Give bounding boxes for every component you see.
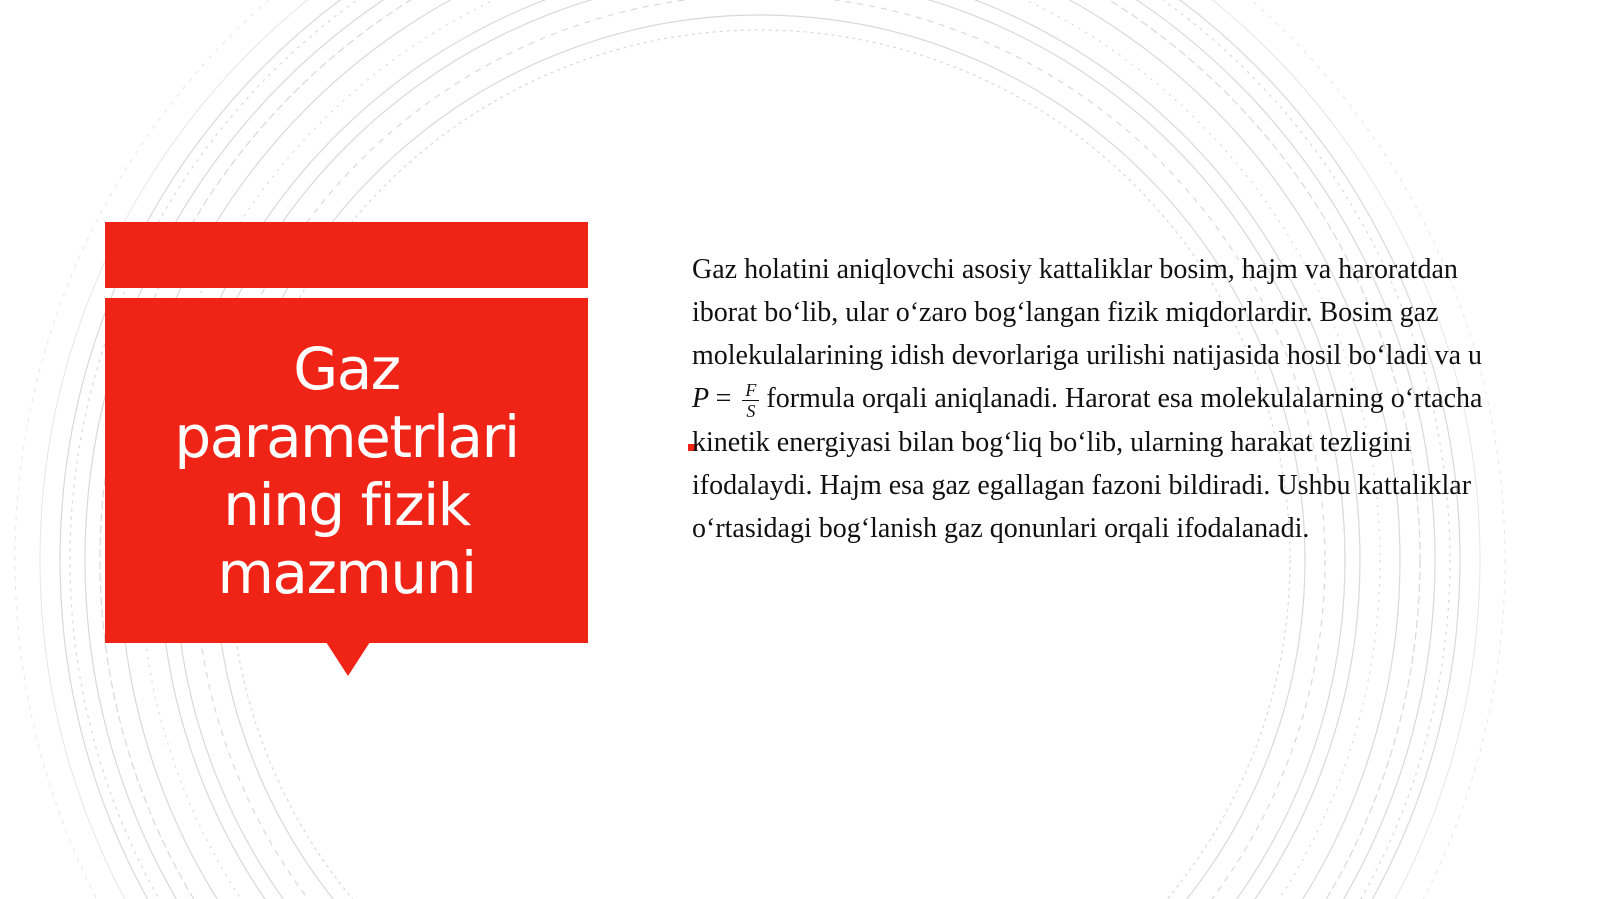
formula-lhs: P [692,383,709,414]
body-rest-text: formula orqali aniqlanadi. Harorat esa molekulalarning o‘rtacha kinetik energiyasi bilan bog‘liq bo‘lib, ularning harakat tezligini ifodalaydi. Hajm esa gaz egallagan fazoni bildiradi. Ushbu kattaliklar o‘rtasidagi bog‘lanish gaz qonunlari orqali ifodalanadi. [692,383,1483,545]
body-intro-text: Gaz holatini aniqlovchi asosiy kattaliklar bosim, hajm va haroratdan iborat bo‘lib, ular o‘zaro bog‘langan fizik miqdorlardir. Bosim gaz molekulalarining idish devorlariga urilishi natijasida hosil bo‘ladi va u [692,254,1483,371]
title-accent-bar [105,222,588,288]
formula-fraction [742,380,759,421]
callout-pointer [326,642,370,676]
pressure-formula [692,380,766,422]
formula-denominator: S [746,401,756,422]
slide-title: Gaz parametrlari ning fizik mazmuni [174,334,519,607]
title-callout-box [105,298,588,643]
body-paragraph [692,248,1492,550]
formula-numerator: F [742,380,759,401]
formula-equals: = [715,383,732,414]
